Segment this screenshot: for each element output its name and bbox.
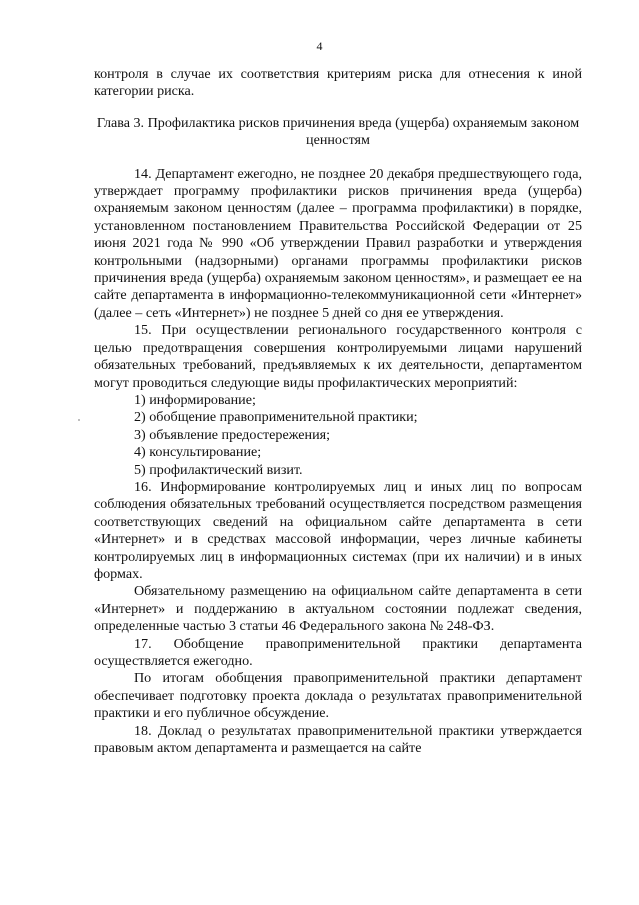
page-number: 4 bbox=[316, 39, 323, 53]
list-item: 4) консультирование; bbox=[134, 444, 262, 461]
paragraph-16-continued: Обязательному размещению на официальном сайте департамента в сети «Интернет» и поддержанию в актуальном состоянии подлежат сведения, определенные частью 3 статьи 46 Федерального закона № 248-ФЗ. bbox=[94, 583, 582, 635]
paragraph-continuation: контроля в случае их соответствия критериям риска для отнесения к иной категории риска. bbox=[94, 66, 582, 100]
paragraph-15: 15. При осуществлении регионального государственного контроля с целью предотвращения совершения контролируемыми лицами нарушений обязательных требований, предъявляемых к их деятельности, департаментом могут проводиться следующие виды профилактических мероприятий: bbox=[94, 322, 582, 391]
paragraph-17-continued: По итогам обобщения правоприменительной практики департамент обеспечивает подготовку проекта доклада о результатах правоприменительной практики и его публичное обсуждение. bbox=[94, 670, 582, 722]
list-item: 2) обобщение правоприменительной практики; bbox=[134, 409, 418, 426]
paragraph-18: 18. Доклад о результатах правоприменительной практики утверждается правовым актом департамента и размещается на сайте bbox=[94, 722, 582, 757]
paragraph-17: 17. Обобщение правоприменительной практики департамента осуществляется ежегодно. bbox=[94, 635, 582, 669]
paragraph-16: 16. Информирование контролируемых лиц и иных лиц по вопросам соблюдения обязательных требований осуществляется посредством размещения соответствующих сведений на официальном сайте департамента в сети «Интернет» и в средствах массовой информации, через личные кабинеты контролируемых лиц в информационных системах (при их наличии) и в иных формах. bbox=[94, 478, 582, 582]
scan-mark bbox=[78, 419, 80, 421]
paragraph-14: 14. Департамент ежегодно, не позднее 20 декабря предшествующего года, утверждает программу профилактики рисков причинения вреда (ущерба) охраняемым законом ценностям (далее – программа профилактики) в порядке, установленном постановлением Правительства Российской Федерации от 25 июня 2021 года № 990 «Об утверждении Правил разработки и утверждения контрольными (надзорными) органами программы профилактики рисков причинения вреда (ущерба) охраняемым законом ценностям», и размещает ее на сайте департамента в информационно-телекоммуникационной сети «Интернет» (далее – сеть «Интернет») не позднее 5 дней со дня ее утверждения. bbox=[94, 165, 582, 321]
chapter-heading: Глава 3. Профилактика рисков причинения вреда (ущерба) охраняемым законом ценностям bbox=[96, 114, 580, 149]
list-item: 3) объявление предостережения; bbox=[134, 426, 331, 443]
document-body bbox=[94, 66, 582, 757]
list-item: 1) информирование; bbox=[134, 391, 256, 408]
list-item: 5) профилактический визит. bbox=[134, 461, 303, 478]
